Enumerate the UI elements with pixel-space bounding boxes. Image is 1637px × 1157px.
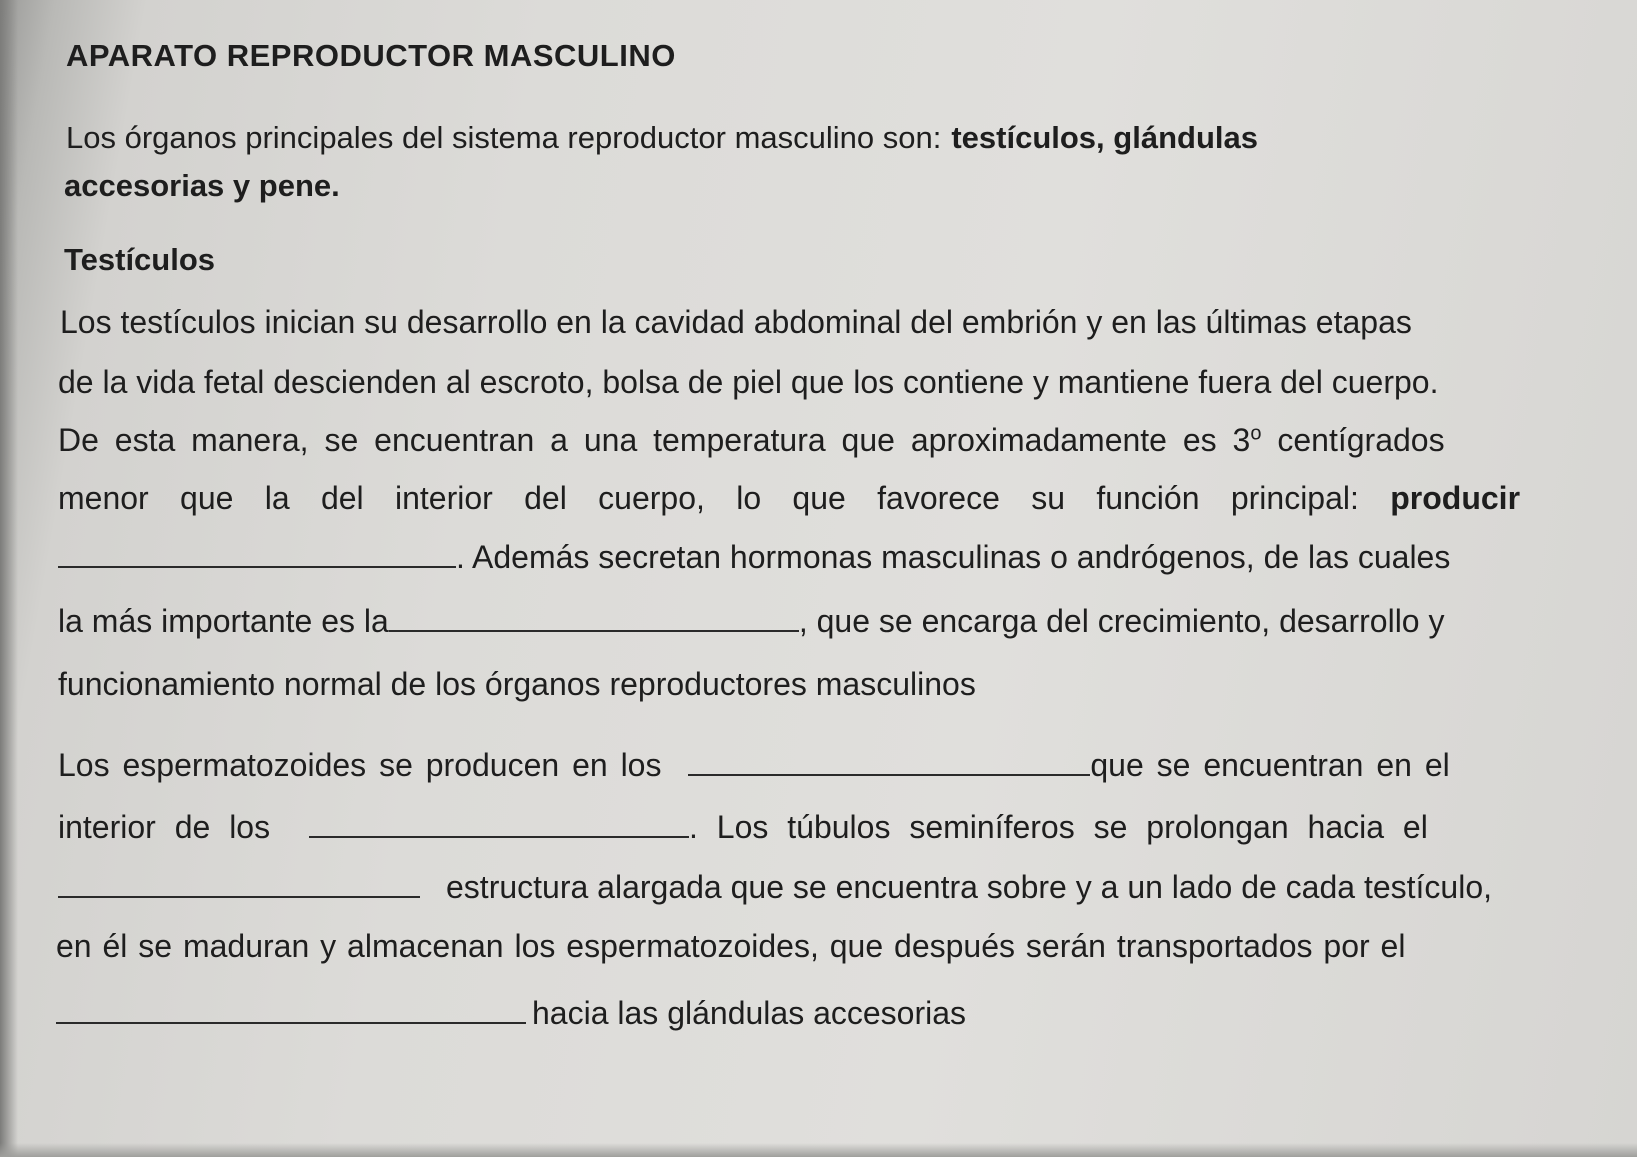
blank-answer-1[interactable] — [58, 536, 456, 568]
document-title: APARATO REPRODUCTOR MASCULINO — [66, 38, 676, 73]
blank-answer-2[interactable] — [389, 600, 799, 632]
para2-line-2 — [58, 806, 1428, 847]
para2-line-1-end: que se encuentran en el — [1090, 747, 1450, 783]
para1-bold-producir: producir — [1390, 480, 1521, 516]
para1-line-6-end: , que se encarga del crecimiento, desarrollo y — [798, 603, 1445, 639]
page-shadow-left — [0, 0, 18, 1157]
para1-line-1: Los testículos inician su desarrollo en la cavidad abdominal del embrión y en las últimas etapas — [60, 304, 1412, 340]
intro-bold-organs: testículos, glándulas — [951, 120, 1258, 155]
para1-line-3 — [58, 420, 1445, 460]
para1-line-2: de la vida fetal descienden al escroto, bolsa de piel que los contiene y mantiene fuera del cuerpo. — [58, 364, 1439, 400]
para1-line-6-text: la más importante es la — [58, 603, 389, 639]
para1-line-5 — [58, 536, 1450, 577]
para2-line-5-text: hacia las glándulas accesorias — [532, 995, 967, 1031]
para2-line-1 — [58, 744, 1450, 785]
intro-text: Los órganos principales del sistema reproductor masculino son: — [66, 120, 942, 155]
degree-symbol: o — [1250, 422, 1262, 445]
blank-answer-5[interactable] — [58, 866, 420, 898]
para2-line-2-end: . Los túbulos seminíferos se prolongan hacia el — [688, 809, 1428, 845]
page-shadow-bottom — [0, 1143, 1637, 1157]
para1-line-3-unit: centígrados — [1261, 422, 1445, 458]
section-heading-testiculos: Testículos — [64, 242, 216, 277]
para1-line-6 — [58, 600, 1444, 641]
para2-line-4: en él se maduran y almacenan los espermatozoides, que después serán transportados por el — [56, 928, 1406, 964]
intro-line-2: accesorias y pene. — [64, 168, 340, 203]
para1-line-5-text: . Además secretan hormonas masculinas o andrógenos, de las cuales — [456, 539, 1451, 575]
para2-line-3-text: estructura alargada que se encuentra sobre y a un lado de cada testículo, — [446, 869, 1493, 905]
para2-line-5 — [56, 992, 966, 1033]
blank-answer-4[interactable] — [309, 806, 689, 838]
para1-line-7: funcionamiento normal de los órganos reproductores masculinos — [58, 666, 976, 702]
para2-line-1-text: Los espermatozoides se producen en los — [58, 747, 662, 783]
intro-line-1 — [66, 118, 1258, 158]
para1-line-4-text: menor que la del interior del cuerpo, lo que favorece su función principal: — [58, 480, 1359, 516]
para1-line-3-text: De esta manera, se encuentran a una temperatura que aproximadamente es 3 — [58, 422, 1251, 458]
para2-line-3 — [58, 866, 1492, 907]
blank-answer-3[interactable] — [688, 744, 1090, 776]
para2-line-2-text: interior de los — [58, 809, 271, 845]
para1-line-4 — [58, 478, 1520, 518]
blank-answer-6[interactable] — [56, 992, 526, 1024]
